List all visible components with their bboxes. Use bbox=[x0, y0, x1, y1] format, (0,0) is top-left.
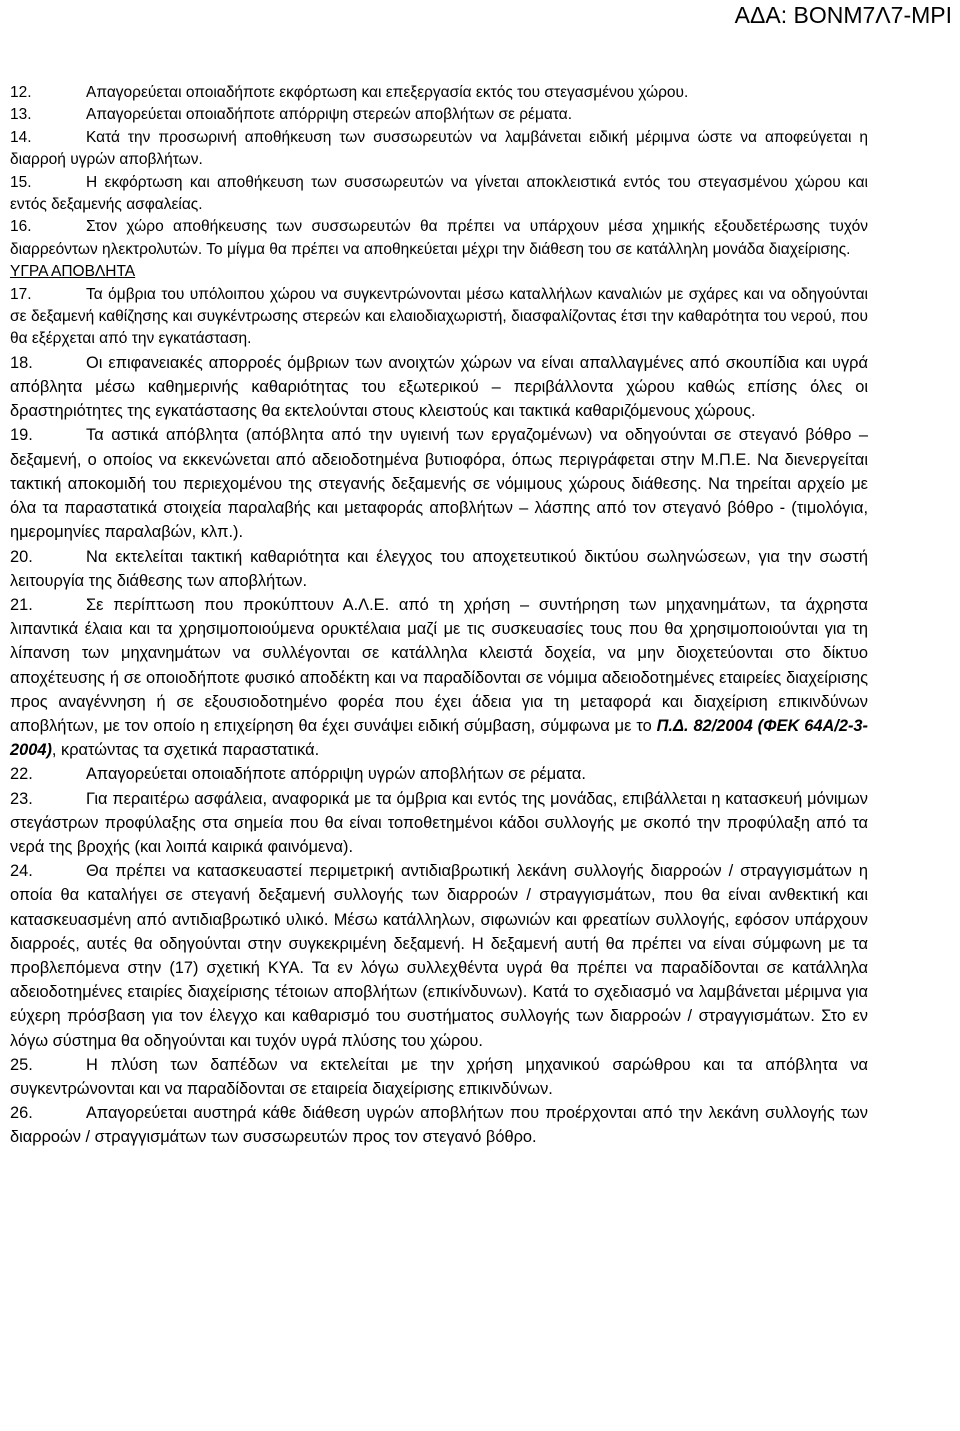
item-text: Η εκφόρτωση και αποθήκευση των συσσωρευτών να γίνεται αποκλειστικά εντός του στεγασμένου χώρου και εντός δεξαμενής ασφαλείας. bbox=[10, 173, 868, 214]
list-item bbox=[10, 787, 868, 860]
item-number: 14. bbox=[10, 128, 32, 146]
item-text: Κατά την προσωρινή αποθήκευση των συσσωρευτών να λαμβάνεται ειδική μέριμνα ώστε να αποφεύγεται η διαρροή υγρών αποβλήτων. bbox=[10, 128, 868, 169]
item-number: 21. bbox=[10, 595, 33, 614]
item-text: Απαγορεύεται οποιαδήποτε απόρριψη στερεών αποβλήτων σε ρέματα. bbox=[86, 106, 573, 124]
item-number: 17. bbox=[10, 285, 32, 303]
item-number: 12. bbox=[10, 84, 32, 101]
item-text: Τα όμβρια του υπόλοιπου χώρου να συγκεντρώνονται μέσω καταλλήλων καναλιών με σχάρες και να οδηγούνται σε δεξαμενή καθίζησης και συγκέντρωσης στερεών και ελαιοδιαχωριστή, διασφαλίζοντας έτσι την καθαρότητα του νερού, που θα εξέρχεται από την εγκατάσταση. bbox=[10, 285, 868, 348]
item-text: Να εκτελείται τακτική καθαριότητα και έλεγχος του αποχετευτικού δικτύου σωληνώσεων, για την σωστή λειτουργία της διάθεσης των αποβλήτων. bbox=[10, 547, 868, 590]
item-text: Απαγορεύεται οποιαδήποτε απόρριψη υγρών αποβλήτων σε ρέματα. bbox=[86, 765, 586, 784]
list-item bbox=[10, 216, 868, 261]
item-text: Θα πρέπει να κατασκευαστεί περιμετρική αντιδιαβρωτική λεκάνη συλλογής διαρροών / στραγγισμάτων η οποία θα καταλήγει σε στεγανή δεξαμενή συλλογής των διαρροών / στραγγισμάτων, που θα είναι ανθεκτική και κατασκευασμένη από αντιδιαβρωτικό υλικό. Μέσω κατάλληλων, σιφωνιών και φρεατίων συλλογής, εφόσον υπάρχουν διαρροές, αυτές θα οδηγούνται στην συγκεκριμένη δεξαμενή. Η δεξαμενή αυτή θα πρέπει να είναι σύμφωνη με τα προβλεπόμενα στην (17) σχετική ΚΥΑ. Τα εν λόγω συλλεχθέντα υγρά θα πρέπει να παραδίδονται σε κατάλληλα αδειοδοτημένες εταιρίες διαχείρισης τέτοιων αποβλήτων (επικίνδυνων). Κατά το σχεδιασμό να λαμβάνεται μέριμνα για εύχερη πρόσβαση για τον έλεγχο και καθαρισμό του συστήματος συλλογής των διαρροών / στραγγισμάτων. Στο εν λόγω σύστημα θα οδηγούνται και τυχόν υγρά πλύσης του χώρου. bbox=[10, 862, 868, 1050]
item-number: 22. bbox=[10, 765, 33, 784]
item-text: Για περαιτέρω ασφάλεια, αναφορικά με τα όμβρια και εντός της μονάδας, επιβάλλεται η κατασκευή μόνιμων στεγάστρων προφύλαξης στα σημεία που θα είναι τοποθετημένοι κάδοι συλλογής με σκοπό την προφύλαξη από τα νερά της βροχής (και λοιπά καιρικά φαινόμενα). bbox=[10, 789, 868, 856]
list-item bbox=[10, 104, 868, 126]
document-body bbox=[10, 82, 868, 1150]
item-number: 19. bbox=[10, 426, 33, 445]
list-item bbox=[10, 762, 868, 786]
list-item bbox=[10, 284, 868, 351]
item-number: 25. bbox=[10, 1055, 33, 1074]
list-item bbox=[10, 423, 868, 544]
item-number: 18. bbox=[10, 353, 33, 372]
item-text-end: , κρατώντας τα σχετικά παραστατικά. bbox=[51, 741, 320, 760]
item-text: Τα αστικά απόβλητα (απόβλητα από την υγιεινή των εργαζομένων) να οδηγούνται σε στεγανό βόθρο – δεξαμενή, ο οποίος να εκκενώνεται από αδειοδοτημένα βυτιοφόρα, όπως περιγράφεται στην Μ.Π.Ε. Να διενεργείται τακτική αποκομιδή του περιεχομένου της στεγανής δεξαμενής σε νόμιμους χώρους διάθεσης. Να τηρείται αρχείο με όλα τα παραστατικά στοιχεία παραλαβής και μεταφοράς αποβλήτων – λάσπης από τον στεγανό βόθρο - (τιμολόγια, ημερομηνίες παραλαβών, κλπ.). bbox=[10, 426, 868, 542]
list-item bbox=[10, 127, 868, 172]
list-item bbox=[10, 351, 868, 424]
legal-reference: Π.Δ. 82/2004 (ΦΕΚ 64Α/2-3-2004) bbox=[10, 716, 869, 760]
item-number: 20. bbox=[10, 547, 33, 566]
list-item bbox=[10, 593, 868, 762]
item-text: Η πλύση των δαπέδων να εκτελείται με την χρήση μηχανικού σαρώθρου και τα απόβλητα να συγκεντρώνονται και να παραδίδονται σε εταιρεία διαχείρισης επικινδύνων. bbox=[10, 1055, 868, 1098]
item-text: Απαγορεύεται οποιαδήποτε εκφόρτωση και επεξεργασία εκτός του στεγασμένου χώρου. bbox=[86, 84, 689, 101]
item-number: 13. bbox=[10, 106, 32, 124]
item-number: 23. bbox=[10, 789, 33, 808]
list-item bbox=[10, 1053, 868, 1101]
item-text: Στον χώρο αποθήκευσης των συσσωρευτών θα πρέπει να υπάρχουν μέσα χημικής εξουδετέρωσης τυχόν διαρρεόντων ηλεκτρολυτών. Το μίγμα θα πρέπει να αποθηκεύεται μέχρι την διάθεση του σε κατάλληλη μονάδα διαχείρισης. bbox=[10, 218, 868, 258]
document-code: ΑΔΑ: ΒΟΝΜ7Λ7-ΜΡΙ bbox=[734, 2, 952, 28]
item-text: Σε περίπτωση που προκύπτουν Α.Λ.Ε. από τη χρήση – συντήρηση των μηχανημάτων, τα άχρηστα λιπαντικά έλαια και τα χρησιμοποιούμενα ορυκτέλαια μαζί με τις συσκευασίες τους που θα χρησιμοποιούνται για τη λίπανση των μηχανημάτων να συλλέγονται σε κατάλληλα κλειστά δοχεία, να μην διοχετεύονται στο δίκτυο αποχέτευσης ή σε οποιοδήποτε φυσικό αποδέκτη και να παραδίδονται σε νόμιμα αδειοδοτημένες εταιρείες διαχείρισης προς αναγέννηση ή σε εξουσιοδοτημένο φορέα που έχει άδεια για τη μεταφορά και διαχείριση επικινδύνων αποβλήτων, με τον οποίο η επιχείρηση θα έχει συνάψει ειδική σύμβαση, σύμφωνα με το bbox=[10, 595, 868, 735]
item-number: 26. bbox=[10, 1104, 33, 1123]
section-heading: ΥΓΡΑ ΑΠΟΒΛΗΤΑ bbox=[10, 263, 136, 281]
item-number: 16. bbox=[10, 218, 32, 236]
list-item bbox=[10, 82, 868, 104]
item-number: 24. bbox=[10, 862, 33, 881]
list-item bbox=[10, 859, 868, 1053]
item-text: Απαγορεύεται αυστηρά κάθε διάθεση υγρών αποβλήτων που προέρχονται από την λεκάνη συλλογής των διαρροών / στραγγισμάτων των συσσωρευτών προς τον στεγανό βόθρο. bbox=[10, 1104, 868, 1147]
item-number: 15. bbox=[10, 173, 32, 191]
list-item bbox=[10, 545, 868, 593]
list-item bbox=[10, 1101, 868, 1149]
item-text: Οι επιφανειακές απορροές όμβριων των ανοιχτών χώρων να είναι απαλλαγμένες από σκουπίδια και υγρά απόβλητα μέσω καθημερινής καθαριότητας του εξωτερικού – περιβάλλοντα χώρου καθώς επίσης όλες οι δραστηριότητες της εγκατάστασης θα εκτελούνται στους κλειστούς και τακτικά καθαριζόμενους χώρους. bbox=[10, 353, 868, 421]
list-item bbox=[10, 172, 868, 217]
